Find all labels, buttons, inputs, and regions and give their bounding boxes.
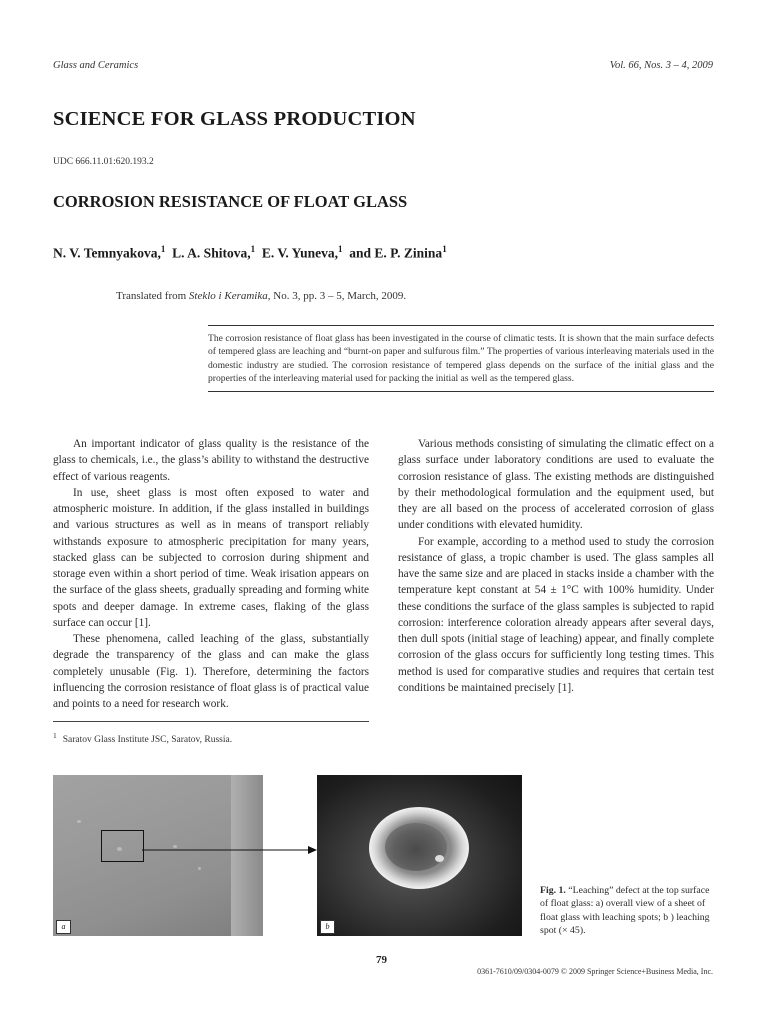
caption-text: “Leaching” defect at the top surface of float glass: a) overall view of a sheet of float glass with leaching spots; b ) leaching spot (× 45). xyxy=(540,885,710,937)
affiliation-mark: 1 xyxy=(338,244,343,254)
figure-b-leaching-spot xyxy=(317,775,522,936)
section-title: SCIENCE FOR GLASS PRODUCTION xyxy=(53,108,416,130)
abstract: The corrosion resistance of float glass has been investigated in the course of climatic tests. It is shown that the main surface defects of tempered glass are leaching and “burnt-on paper and sulfurous film.” The properties of various interleaving materials used in the domestic industry are studied. The corrosion resistance of tempered glass depends on the surface of the initial glass and the properties of the interleaving material used for packing the initial as well as the tempered glass. xyxy=(208,325,714,392)
udc-code: UDC 666.11.01:620.193.2 xyxy=(53,157,154,167)
footnote-rule xyxy=(53,721,369,722)
affiliation-mark: 1 xyxy=(250,244,256,254)
paragraph: These phenomena, called leaching of the glass, substantially degrade the transparency of the glass and can make the glass completely unusable (Fig. 1). Therefore, determining the factors influencing the corrosion resistance of float glass is of practical value and points to a need for research work. xyxy=(53,633,369,710)
translation-note xyxy=(116,290,406,302)
affiliation-mark: 1 xyxy=(160,244,166,254)
translation-prefix: Translated from xyxy=(116,290,189,302)
paragraph: In use, sheet glass is most often exposed to water and atmospheric moisture. In addition, if the glass installed in buildings and various structures as well as in means of transport reliably withstands exposure to atmospheric precipitation for many years, stacked glass can be subjected to corrosion during shipment and storage even within a short period of time. Weak irisation appears on the surface of the glass sheets, gradually spreading and forming white spots and deeper damage. In extreme cases, flaking of the glass surface can occur [1]. xyxy=(53,486,369,629)
arrow-head xyxy=(308,846,317,854)
footnote-mark: 1 xyxy=(53,731,57,740)
author: E. V. Yuneva, xyxy=(261,245,338,261)
author-list xyxy=(53,244,447,262)
leaching-spot-core xyxy=(385,823,447,871)
figure-caption xyxy=(540,884,715,938)
copyright-line: 0361-7610/09/0304-0079 © 2009 Springer Science+Business Media, Inc. xyxy=(477,967,713,976)
author: L. A. Shitova, xyxy=(172,245,251,261)
leaching-spot xyxy=(198,867,201,870)
paragraph: For example, according to a method used to study the corrosion resistance of glass, a tropic chamber is used. The glass samples all have the same size and are placed in stacks inside a chamber with the temperature kept constant at 54 ± 1°C with 100% humidity. Under these conditions the surface of the glass samples is subjected to rapid corrosion: interference coloration already appears after several days, then dull spots (initial stage of leaching) appear, and finally complete corrosion of the glass occurs for sufficiently long testing times. This method is used for comparative studies and requires that certain test conditions be maintained precisely [1]. xyxy=(398,535,714,694)
left-column xyxy=(53,436,369,712)
paragraph: Various methods consisting of simulating the climatic effect on a glass surface under laboratory conditions are used to evaluate the corrosion resistance of glass. The existing methods are distinguished by their methodological formulation and the equipment used, but they are all based on the process of accelerated corrosion of glass under conditions with elevated humidity. xyxy=(398,438,714,532)
source-journal: Steklo i Keramika xyxy=(188,290,268,302)
leaching-spot xyxy=(77,820,81,823)
footnote xyxy=(53,731,232,745)
paper-title: CORROSION RESISTANCE OF FLOAT GLASS xyxy=(53,192,408,211)
leaching-speck xyxy=(435,855,444,862)
affiliation-mark: 1 xyxy=(442,244,447,254)
figure-label-b: b xyxy=(320,920,335,934)
right-column xyxy=(398,436,714,696)
translation-suffix: , No. 3, pp. 3 – 5, March, 2009. xyxy=(267,290,407,302)
zoom-arrow xyxy=(110,840,320,860)
author: N. V. Temnyakova, xyxy=(53,245,161,261)
figure-label-a: a xyxy=(56,920,71,934)
caption-label: Fig. 1. xyxy=(540,885,566,896)
footnote-text: Saratov Glass Institute JSC, Saratov, Russia. xyxy=(62,735,233,746)
paragraph: An important indicator of glass quality is the resistance of the glass to chemicals, i.e., the glass’s ability to withstand the destructive effect of various reagents. xyxy=(53,438,369,483)
volume-info: Vol. 66, Nos. 3 – 4, 2009 xyxy=(609,60,713,71)
author: and E. P. Zinina xyxy=(349,245,443,261)
page-number: 79 xyxy=(376,954,387,966)
journal-name: Glass and Ceramics xyxy=(53,60,139,71)
